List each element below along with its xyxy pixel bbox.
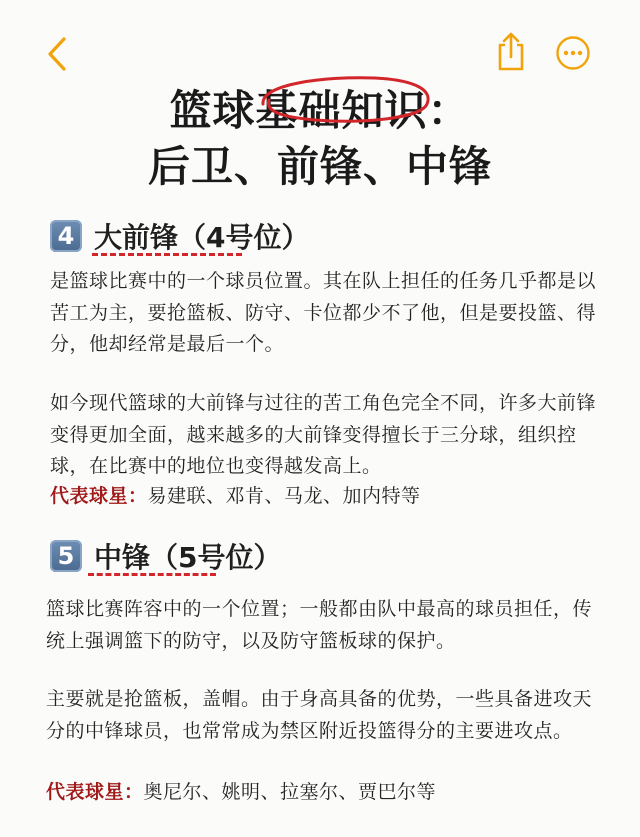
stars-label: 代表球星： bbox=[46, 781, 144, 803]
share-icon bbox=[494, 30, 528, 72]
section-title: 大前锋（4号位） bbox=[94, 221, 310, 254]
back-button[interactable] bbox=[42, 34, 76, 74]
stars-label: 代表球星： bbox=[50, 485, 148, 507]
chevron-left-icon bbox=[42, 34, 76, 74]
more-icon bbox=[555, 35, 591, 71]
dashed-underline bbox=[88, 573, 216, 576]
stars-names: 易建联、邓肯、马龙、加内特等 bbox=[147, 485, 421, 507]
stars-names: 奥尼尔、姚明、拉塞尔、贾巴尔等 bbox=[143, 781, 437, 803]
section-title: 中锋（5号位） bbox=[94, 541, 282, 574]
paragraph: 篮球比赛阵容中的一个位置；一般都由队中最高的球员担任，传统上强调篮下的防守，以及防守篮板球的保护。 bbox=[46, 598, 593, 652]
representative-stars bbox=[50, 481, 421, 511]
paragraph: 如今现代篮球的大前锋与过往的苦工角色完全不同，许多大前锋变得更加全面，越来越多的大前锋变得擅长于三分球，组织控球，在比赛中的地位也变得越发高上。 bbox=[50, 392, 597, 477]
dashed-underline bbox=[92, 253, 242, 256]
share-button[interactable] bbox=[494, 30, 528, 72]
number-badge: 5 bbox=[50, 540, 82, 572]
representative-stars bbox=[46, 777, 436, 807]
number-badge: 4 bbox=[50, 220, 82, 252]
paragraph: 主要就是抢篮板，盖帽。由于身高具备的优势，一些具备进攻天分的中锋球员，也常常成为禁区附近投篮得分的主要进攻点。 bbox=[46, 688, 593, 742]
page-title: 篮球基础知识： bbox=[169, 86, 471, 135]
more-button[interactable] bbox=[555, 35, 591, 71]
page-subtitle: 后卫、前锋、中锋 bbox=[147, 142, 492, 191]
paragraph: 是篮球比赛中的一个球员位置。其在队上担任的任务几乎都是以苦工为主，要抢篮板、防守、卡位都少不了他，但是要投篮、得分，他却经常是最后一个。 bbox=[50, 270, 597, 355]
